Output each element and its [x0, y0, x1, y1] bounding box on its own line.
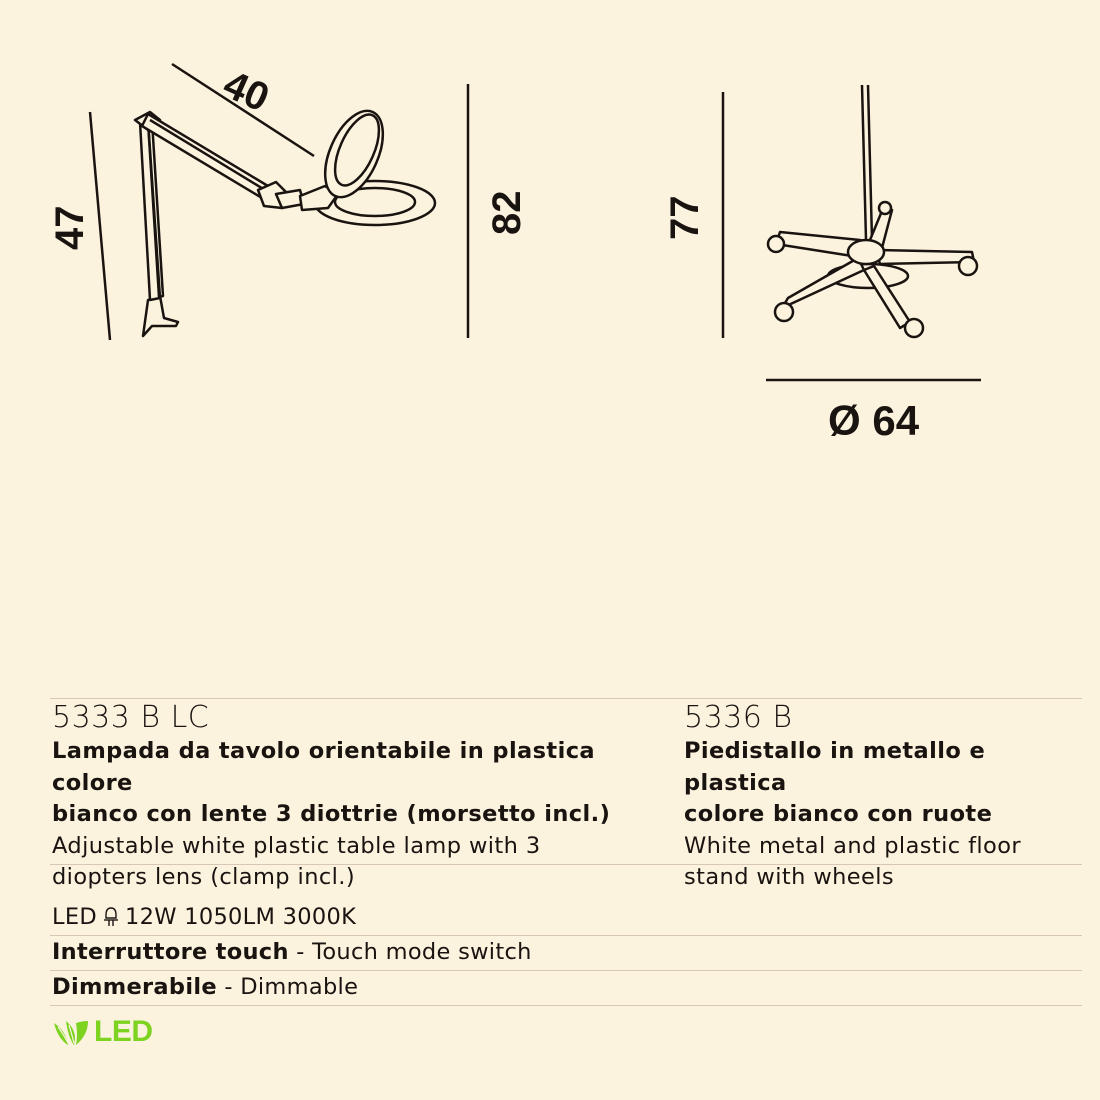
dimension-lamp-height: 47	[48, 205, 92, 250]
spec-touch-english: Touch mode switch	[312, 939, 532, 965]
product-code: 5333 B LC	[52, 700, 210, 735]
dimension-lamp-total-height: 82	[485, 190, 529, 235]
product-description-english: White metal and plastic floor	[684, 832, 1022, 859]
divider-top	[50, 698, 1082, 699]
spec-touch-switch	[52, 939, 532, 965]
dimension-arm-length: 40	[216, 62, 276, 121]
spec-led-values: 12W 1050LM 3000K	[124, 904, 357, 930]
product-description-italian: Piedistallo in metallo e plastica	[684, 738, 986, 796]
product-description-italian: colore bianco con ruote	[684, 801, 993, 827]
product-description-english: diopters lens (clamp incl.)	[52, 864, 356, 890]
divider-dimmable	[50, 1005, 1082, 1006]
spec-dimmable	[52, 974, 358, 1000]
spec-led	[52, 904, 356, 933]
product-5336-block	[684, 700, 1084, 894]
led-bulb-icon	[101, 905, 121, 933]
technical-drawing	[0, 0, 1100, 500]
spec-touch-italian: Interruttore touch	[52, 939, 289, 965]
product-description-english: Adjustable white plastic table lamp with 3	[52, 832, 541, 859]
spec-led-label: LED	[52, 904, 97, 930]
product-5333-block	[52, 700, 672, 894]
dim-line-47	[90, 112, 110, 340]
product-description-italian: bianco con lente 3 diottrie (morsetto incl.)	[52, 801, 611, 827]
led-logo-text: LED	[94, 1015, 153, 1048]
product-description-italian: Lampada da tavolo orientabile in plastica colore	[52, 738, 596, 796]
leaf-icon	[52, 1017, 92, 1047]
spec-dimmable-english: Dimmable	[240, 974, 359, 1000]
spec-separator: -	[288, 939, 313, 965]
dimension-stand-diameter: Ø 64	[828, 397, 920, 444]
product-description-english: stand with wheels	[684, 864, 895, 890]
spec-dimmable-italian: Dimmerabile	[52, 974, 217, 1000]
floor-stand-drawing	[768, 85, 977, 337]
dimension-stand-height: 77	[663, 195, 707, 240]
divider-touch	[50, 970, 1082, 971]
divider-led	[50, 935, 1082, 936]
spec-separator: -	[216, 974, 241, 1000]
product-code: 5336 B	[684, 700, 793, 735]
led-logo	[52, 1015, 153, 1049]
